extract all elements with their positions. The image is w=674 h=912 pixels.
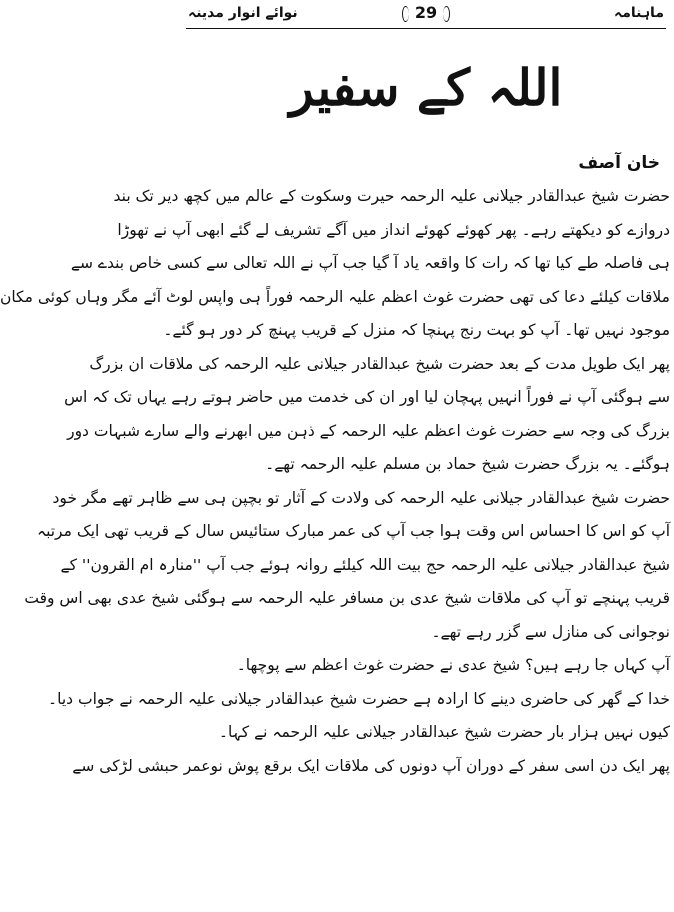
text-line: قریب پہنچے تو آپ کی ملاقات شیخ عدی بن مسافر علیہ الرحمہ سے ہوگئی شیخ عدی بھی اس وقت	[24, 589, 670, 607]
text-line: دروازے کو دیکھتے رہے۔ پھر کھوئے کھوئے انداز میں آگے تشریف لے گئے ابھی آپ نے تھوڑا	[117, 220, 670, 239]
header-rule	[186, 28, 666, 29]
article-body	[0, 180, 670, 783]
text-line: شیخ عبدالقادر جیلانی علیہ الرحمہ حج بیت اللہ کیلئے روانہ ہوئے جب آپ ''منارہ ام القرون'' کے	[60, 555, 670, 574]
page-number: 29	[404, 2, 448, 24]
article-author: خان آصف	[578, 153, 660, 173]
text-line: موجود نہیں تھا۔ آپ کو بہت رنج پہنچا کہ منزل کے قریب پہنچ کر دور ہو گئے۔	[163, 321, 670, 339]
text-line: بزرگ کی وجہ سے حضرت غوث اعظم علیہ الرحمہ کے ذہن میں ابھرنے والے سارے شبہات دور	[67, 421, 670, 440]
text-line: ہوگئے۔ یہ بزرگ حضرت شیخ حماد بن مسلم علیہ الرحمہ تھے۔	[265, 455, 670, 473]
text-line: کیوں نہیں ہزار بار حضرت شیخ عبدالقادر جیلانی علیہ الرحمہ نے کہا۔	[218, 723, 670, 741]
text-line: خدا کے گھر کی حاضری دینے کا ارادہ ہے حضرت شیخ عبدالقادر جیلانی علیہ الرحمہ نے جواب دیا۔	[48, 689, 670, 708]
text-line: آپ کہاں جا رہے ہیں؟ شیخ عدی نے حضرت غوث اعظم سے پوچھا۔	[236, 656, 670, 674]
text-line: نوجوانی کی منازل سے گزر رہے تھے۔	[431, 622, 670, 641]
text-line: سے ہوگئی آپ نے فوراً انہیں پہچان لیا اور ان کی خدمت میں حاضر ہوتے رہے یہاں تک کہ اس	[64, 388, 670, 406]
text-line: ہی فاصلہ طے کیا تھا کہ رات کا واقعہ یاد آ گیا جب آپ نے اللہ تعالی سے کسی خاص بندے سے	[70, 254, 670, 272]
text-line: پھر ایک دن اسی سفر کے دوران آپ دونوں کی ملاقات ایک برقع پوش نوعمر حبشی لڑکی سے	[72, 756, 670, 775]
publication-name: نوائے انوار مدینہ	[188, 5, 298, 21]
text-line: حضرت شیخ عبدالقادر جیلانی علیہ الرحمہ حیرت وسکوت کے عالم میں کچھ دیر تک بند	[113, 187, 670, 205]
magazine-label: ماہنامہ	[614, 5, 664, 21]
text-line: حضرت شیخ عبدالقادر جیلانی علیہ الرحمہ کی ولادت کے آثار تو بچپن ہی سے ظاہر تھے مگر خود	[52, 488, 670, 507]
text-line: آپ کو اس کا احساس اس وقت ہوا جب آپ کی عمر مبارک ستائیس سال کے قریب تھی ایک مرتبہ	[36, 522, 670, 540]
page-header	[178, 0, 674, 30]
article-title: اللہ کے سفیر	[289, 58, 563, 117]
text-line: پھر ایک طویل مدت کے بعد حضرت شیخ عبدالقادر جیلانی علیہ الرحمہ کی ملاقات ان بزرگ	[89, 354, 670, 373]
text-line: ملاقات کیلئے دعا کی تھی حضرت غوث اعظم علیہ الرحمہ فوراً ہی واپس لوٹ آئے مگر وہاں کوئی مکان	[0, 287, 670, 306]
